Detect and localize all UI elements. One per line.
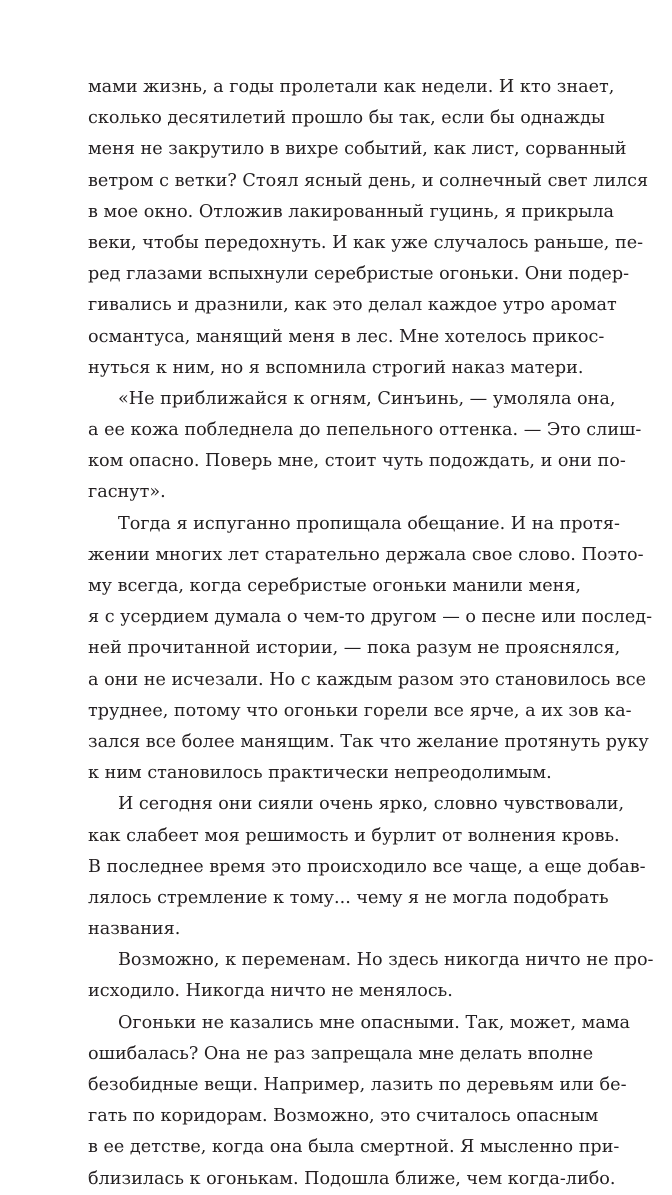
- text-line: гать по коридорам. Возможно, это считалось опасным: [88, 1106, 599, 1127]
- body-text: [88, 72, 654, 1195]
- text-line: В последнее время это происходило все чаще, а еще добав-: [88, 856, 646, 877]
- text-line: веки, чтобы передохнуть. И как уже случалось раньше, пе-: [88, 232, 644, 253]
- text-line: как слабеет моя решимость и бурлит от волнения кровь.: [88, 825, 620, 846]
- text-line: гаснут».: [88, 482, 166, 503]
- text-line: а они не исчезали. Но с каждым разом это становилось все: [88, 669, 646, 690]
- text-line: ошибалась? Она не раз запрещала мне делать вполне: [88, 1043, 594, 1064]
- text-line: меня не закрутило в вихре событий, как лист, сорванный: [88, 139, 627, 160]
- text-line: а ее кожа побледнела до пепельного оттенка. — Это слиш-: [88, 420, 642, 441]
- text-line: к ним становилось практически непреодолимым.: [88, 763, 552, 784]
- text-line: близилась к огонькам. Подошла ближе, чем когда-либо.: [88, 1168, 616, 1189]
- text-line: ком опасно. Поверь мне, стоит чуть подождать, и они по-: [88, 451, 626, 472]
- text-line: безобидные вещи. Например, лазить по деревьям или бе-: [88, 1075, 627, 1095]
- text-line: Возможно, к переменам. Но здесь никогда ничто не про-: [118, 950, 654, 971]
- text-line: Тогда я испуганно пропищала обещание. И на протя-: [118, 513, 620, 534]
- text-line: лялось стремление к тому... чему я не могла подобрать: [88, 887, 609, 908]
- text-line: ветром с ветки? Стоял ясный день, и солнечный свет лился: [88, 170, 649, 191]
- text-line: в мое окно. Отложив лакированный гуцинь, я прикрыла: [88, 201, 615, 222]
- text-line: ней прочитанной истории, — пока разум не прояснялся,: [88, 638, 621, 659]
- text-line: в ее детстве, когда она была смертной. Я мысленно при-: [88, 1137, 620, 1158]
- text-line: мами жизнь, а годы пролетали как недели. И кто знает,: [88, 77, 615, 97]
- text-line: труднее, потому что огоньки горели все ярче, а их зов ка-: [88, 700, 632, 721]
- text-line: ред глазами вспыхнули серебристые огоньки. Они подер-: [88, 264, 630, 285]
- text-line: «Не приближайся к огням, Синъинь, — умоляла она,: [118, 388, 616, 409]
- text-line: османтуса, манящий меня в лес. Мне хотелось прикос-: [88, 326, 605, 347]
- text-line: Огоньки не казались мне опасными. Так, может, мама: [118, 1012, 631, 1033]
- text-line: му всегда, когда серебристые огоньки манили меня,: [88, 576, 582, 596]
- text-line: И сегодня они сияли очень ярко, словно чувствовали,: [118, 794, 625, 815]
- text-line: названия.: [88, 919, 181, 940]
- text-line: жении многих лет старательно держала свое слово. Поэто-: [88, 544, 644, 565]
- text-line: исходило. Никогда ничто не менялось.: [88, 981, 453, 1002]
- text-line: зался все более манящим. Так что желание протянуть руку: [88, 731, 649, 752]
- text-line: нуться к ним, но я вспомнила строгий наказ матери.: [88, 357, 584, 378]
- text-line: я с усердием думала о чем-то другом — о песне или послед-: [88, 607, 653, 628]
- text-line: сколько десятилетий прошло бы так, если бы однажды: [88, 108, 605, 129]
- text-line: гивались и дразнили, как это делал каждое утро аромат: [88, 295, 617, 316]
